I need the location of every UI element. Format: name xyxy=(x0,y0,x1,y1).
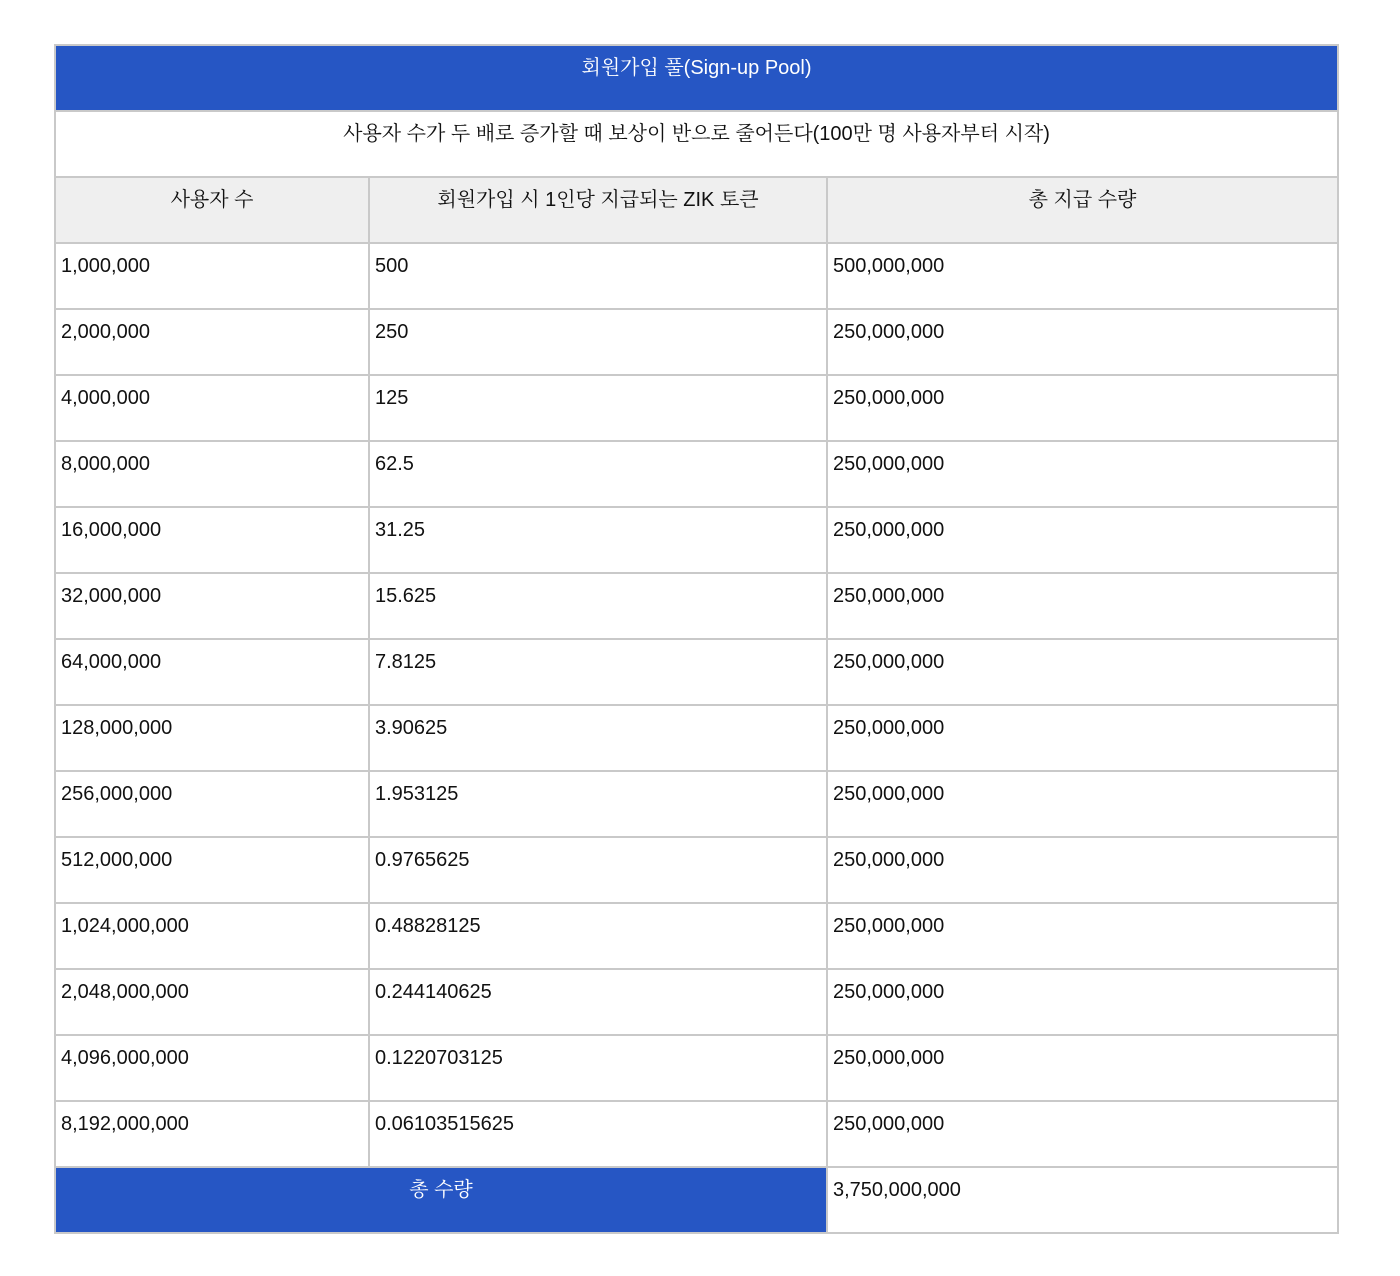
cell-total-payout: 250,000,000 xyxy=(827,639,1338,705)
cell-users: 8,000,000 xyxy=(55,441,369,507)
cell-total-payout: 250,000,000 xyxy=(827,771,1338,837)
cell-tokens-per-user: 1.953125 xyxy=(369,771,827,837)
cell-total-payout: 250,000,000 xyxy=(827,1101,1338,1167)
cell-users: 1,000,000 xyxy=(55,243,369,309)
cell-tokens-per-user: 31.25 xyxy=(369,507,827,573)
table-row xyxy=(55,507,1338,573)
cell-tokens-per-user: 500 xyxy=(369,243,827,309)
cell-users: 16,000,000 xyxy=(55,507,369,573)
cell-users: 256,000,000 xyxy=(55,771,369,837)
cell-total-payout: 250,000,000 xyxy=(827,309,1338,375)
cell-tokens-per-user: 0.244140625 xyxy=(369,969,827,1035)
table-row xyxy=(55,969,1338,1035)
cell-total-payout: 250,000,000 xyxy=(827,837,1338,903)
table-row xyxy=(55,1101,1338,1167)
table-row xyxy=(55,441,1338,507)
table-row xyxy=(55,1035,1338,1101)
cell-tokens-per-user: 0.9765625 xyxy=(369,837,827,903)
table-row xyxy=(55,243,1338,309)
cell-tokens-per-user: 0.1220703125 xyxy=(369,1035,827,1101)
cell-tokens-per-user: 7.8125 xyxy=(369,639,827,705)
header-row xyxy=(55,177,1338,243)
column-header-users: 사용자 수 xyxy=(55,177,369,243)
column-header-tokens-per-user: 회원가입 시 1인당 지급되는 ZIK 토큰 xyxy=(369,177,827,243)
signup-pool-table xyxy=(54,44,1339,1234)
total-row xyxy=(55,1167,1338,1233)
cell-users: 8,192,000,000 xyxy=(55,1101,369,1167)
cell-users: 4,000,000 xyxy=(55,375,369,441)
cell-tokens-per-user: 62.5 xyxy=(369,441,827,507)
cell-total-payout: 250,000,000 xyxy=(827,507,1338,573)
cell-total-payout: 250,000,000 xyxy=(827,1035,1338,1101)
table-row xyxy=(55,705,1338,771)
table-body xyxy=(55,45,1338,1233)
cell-total-payout: 250,000,000 xyxy=(827,903,1338,969)
table-row xyxy=(55,837,1338,903)
table-row xyxy=(55,375,1338,441)
title-row xyxy=(55,45,1338,111)
cell-tokens-per-user: 15.625 xyxy=(369,573,827,639)
table-row xyxy=(55,639,1338,705)
cell-tokens-per-user: 0.06103515625 xyxy=(369,1101,827,1167)
cell-users: 4,096,000,000 xyxy=(55,1035,369,1101)
table-subtitle: 사용자 수가 두 배로 증가할 때 보상이 반으로 줄어든다(100만 명 사용자부터 시작) xyxy=(55,111,1338,177)
table-row xyxy=(55,903,1338,969)
cell-total-payout: 250,000,000 xyxy=(827,375,1338,441)
cell-users: 128,000,000 xyxy=(55,705,369,771)
cell-users: 2,000,000 xyxy=(55,309,369,375)
cell-users: 64,000,000 xyxy=(55,639,369,705)
cell-users: 2,048,000,000 xyxy=(55,969,369,1035)
cell-total-payout: 250,000,000 xyxy=(827,573,1338,639)
column-header-total-payout: 총 지급 수량 xyxy=(827,177,1338,243)
cell-tokens-per-user: 250 xyxy=(369,309,827,375)
cell-total-payout: 250,000,000 xyxy=(827,969,1338,1035)
table-row xyxy=(55,309,1338,375)
cell-tokens-per-user: 3.90625 xyxy=(369,705,827,771)
cell-users: 1,024,000,000 xyxy=(55,903,369,969)
cell-total-payout: 250,000,000 xyxy=(827,441,1338,507)
table-row xyxy=(55,573,1338,639)
table-title: 회원가입 풀(Sign-up Pool) xyxy=(55,45,1338,111)
cell-tokens-per-user: 0.48828125 xyxy=(369,903,827,969)
table-row xyxy=(55,771,1338,837)
cell-total-payout: 250,000,000 xyxy=(827,705,1338,771)
subtitle-row xyxy=(55,111,1338,177)
cell-tokens-per-user: 125 xyxy=(369,375,827,441)
total-value: 3,750,000,000 xyxy=(827,1167,1338,1233)
cell-users: 32,000,000 xyxy=(55,573,369,639)
total-label: 총 수량 xyxy=(55,1167,827,1233)
cell-total-payout: 500,000,000 xyxy=(827,243,1338,309)
cell-users: 512,000,000 xyxy=(55,837,369,903)
